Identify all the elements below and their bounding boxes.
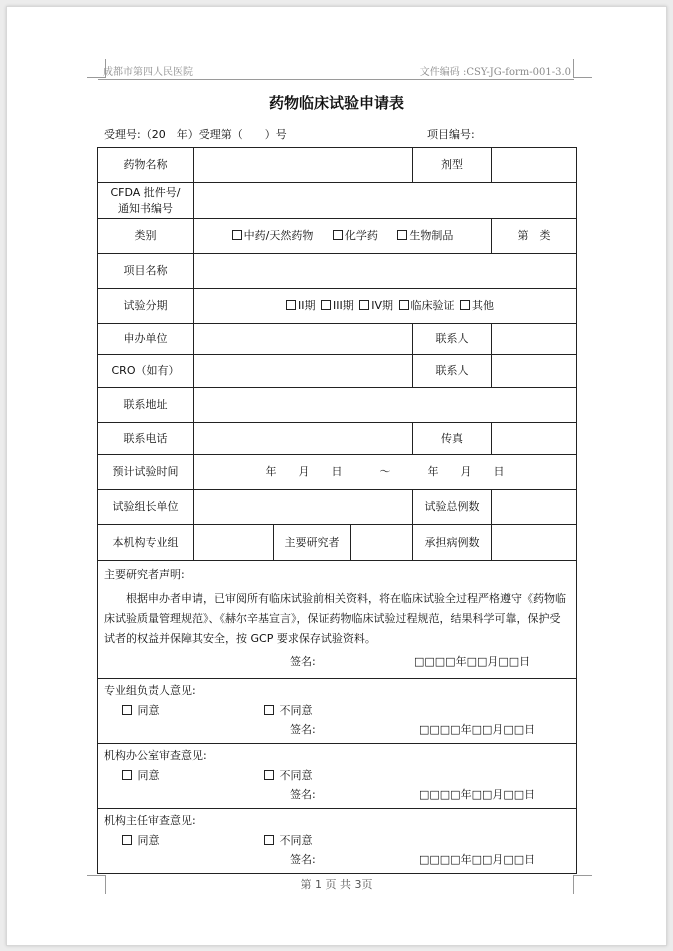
crop-mark-bottom-right [573,875,592,894]
application-form-table [97,147,577,874]
date-tilde: ～ [379,465,391,478]
cro-label: CRO（如有） [98,355,194,388]
signature-date: □□□□年□□月□□日 [419,723,536,736]
disagree-option[interactable]: 不同意 [264,833,313,849]
leader-unit-label: 试验组长单位 [98,490,194,525]
fax-label: 传真 [413,423,492,455]
checkbox-icon[interactable] [397,230,407,240]
phone-field[interactable] [194,423,413,455]
category-class-field[interactable]: 第 类 [492,219,577,254]
sponsor-label: 申办单位 [98,324,194,355]
date-to: 年 月 日 [427,465,505,478]
drug-name-field[interactable] [194,148,413,183]
phase-2-option[interactable]: II期 [286,299,316,312]
signature-label: 签名: [290,788,316,801]
checkbox-icon[interactable] [232,230,242,240]
signature-label: 签名: [290,655,316,668]
address-field[interactable] [194,388,577,423]
dept-head-opinion [98,679,577,744]
signature-date: □□□□年□□月□□日 [419,788,536,801]
pi-declaration [98,561,577,679]
sponsor-field[interactable] [194,324,413,355]
opinion-signature[interactable] [104,786,570,804]
project-name-field[interactable] [194,254,577,289]
crop-mark-top-right [573,59,592,78]
declaration-text: 根据申办者申请，已审阅所有临床试验前相关资料，将在临床试验全过程严格遵守《药物临床试验质量管理规范》、《赫尔辛基宣言》，保证药物临床试验过程规范，结果科学可靠，保护受试者的权益并保障其安全，按 GCP 要求保存试验资料。 [104,592,566,645]
signature-date: □□□□年□□月□□日 [419,853,536,866]
checkbox-icon[interactable] [122,835,132,845]
director-review-opinion [98,809,577,874]
opinion-signature[interactable] [104,851,570,869]
phase-other-option[interactable]: 其他 [460,299,494,312]
signature-date: □□□□年□□月□□日 [414,655,531,668]
category-tcm-option[interactable]: 中药/天然药物 [232,229,314,242]
cfda-label-line2: 通知书编号 [118,201,173,215]
opinion-signature[interactable] [104,721,570,739]
header-doc-code: 文件编码 :CSY-JG-form-001-3.0 [419,67,571,78]
dept-field[interactable] [194,525,274,561]
address-label: 联系地址 [98,388,194,423]
accept-number: 受理号:（20 年）受理第（ ）号 [104,128,287,141]
dosage-form-label: 剂型 [413,148,492,183]
date-from: 年 月 日 [265,465,343,478]
drug-name-label: 药物名称 [98,148,194,183]
phase-4-option[interactable]: IV期 [359,299,393,312]
checkbox-icon[interactable] [286,300,296,310]
checkbox-icon[interactable] [264,835,274,845]
signature-label: 签名: [290,723,316,736]
cfda-field[interactable] [194,183,577,219]
cro-contact-field[interactable] [492,355,577,388]
dept-label: 本机构专业组 [98,525,194,561]
checkbox-icon[interactable] [264,705,274,715]
office-review-opinion [98,744,577,809]
category-chem-option[interactable]: 化学药 [333,229,378,242]
declaration-title: 主要研究者声明: [104,568,185,581]
dosage-form-field[interactable] [492,148,577,183]
phase-3-option[interactable]: III期 [321,299,354,312]
checkbox-icon[interactable] [399,300,409,310]
cfda-label-line1: CFDA 批件号/ [110,185,181,199]
phase-options [194,289,577,324]
disagree-option[interactable]: 不同意 [264,768,313,784]
opinion-title: 机构办公室审查意见: [104,749,207,762]
planned-time-field[interactable] [194,455,577,490]
checkbox-icon[interactable] [122,770,132,780]
cro-contact-label: 联系人 [413,355,492,388]
agree-option[interactable]: 同意 [122,768,160,784]
project-name-label: 项目名称 [98,254,194,289]
opinion-title: 专业组负责人意见: [104,684,196,697]
agree-option[interactable]: 同意 [122,833,160,849]
header-divider [98,79,574,80]
checkbox-icon[interactable] [333,230,343,240]
cro-field[interactable] [194,355,413,388]
phone-label: 联系电话 [98,423,194,455]
checkbox-icon[interactable] [122,705,132,715]
disagree-option[interactable]: 不同意 [264,703,313,719]
total-cases-field[interactable] [492,490,577,525]
checkbox-icon[interactable] [321,300,331,310]
checkbox-icon[interactable] [264,770,274,780]
category-label: 类别 [98,219,194,254]
phase-clinical-option[interactable]: 临床验证 [399,299,455,312]
cases-field[interactable] [492,525,577,561]
cases-label: 承担病例数 [413,525,492,561]
sponsor-contact-field[interactable] [492,324,577,355]
page-footer: 第 1 页 共 3页 [300,878,373,891]
header-hospital: 成都市第四人民医院 [103,67,193,78]
agree-option[interactable]: 同意 [122,703,160,719]
phase-label: 试验分期 [98,289,194,324]
category-bio-option[interactable]: 生物制品 [397,229,453,242]
pi-label: 主要研究者 [274,525,351,561]
sponsor-contact-label: 联系人 [413,324,492,355]
page-title: 药物临床试验申请表 [268,94,404,112]
checkbox-icon[interactable] [359,300,369,310]
signature-label: 签名: [290,853,316,866]
checkbox-icon[interactable] [460,300,470,310]
opinion-title: 机构主任审查意见: [104,814,196,827]
leader-unit-field[interactable] [194,490,413,525]
declaration-signature[interactable] [104,652,570,672]
planned-time-label: 预计试验时间 [98,455,194,490]
pi-field[interactable] [351,525,413,561]
project-number: 项目编号: [427,128,475,141]
fax-field[interactable] [492,423,577,455]
cfda-label [98,183,194,219]
category-options [194,219,492,254]
total-cases-label: 试验总例数 [413,490,492,525]
